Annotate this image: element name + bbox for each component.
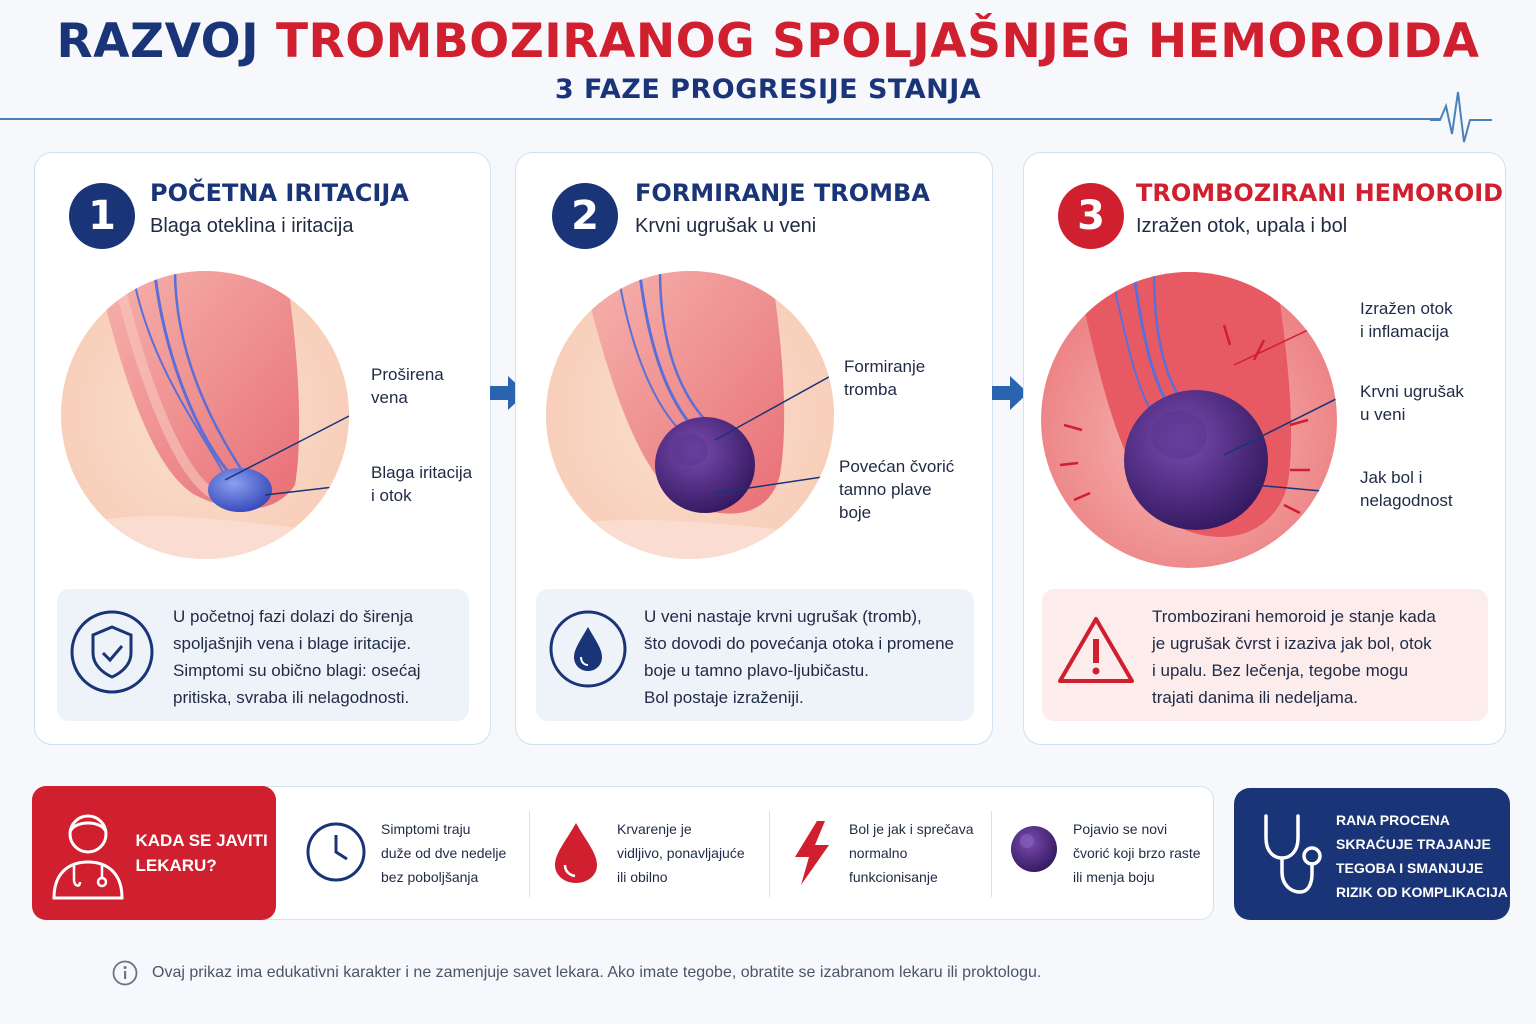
criteria-item-4 xyxy=(1009,787,1209,921)
when-to-see-doctor-panel xyxy=(32,786,1214,920)
doctor-icon xyxy=(50,808,126,900)
stage-subtitle-1: Blaga oteklina i iritacija xyxy=(150,215,354,237)
title-part-1: RAZVOJ xyxy=(56,14,260,69)
divider xyxy=(991,811,992,897)
stage-2-label-2: Povećan čvorić tamno plave boje xyxy=(839,457,955,522)
title-part-2: TROMBOZIRANOG SPOLJAŠNJEG HEMOROIDA xyxy=(275,14,1480,69)
stage-1-illustration xyxy=(55,265,355,565)
stage-3-illustration xyxy=(1034,265,1344,575)
early-assessment-text: RANA PROCENA SKRAĆUJE TRAJANJE TEGOBA I SMANJUJE RIZIK OD KOMPLIKACIJA xyxy=(1336,812,1508,900)
footer-note xyxy=(112,960,1041,986)
stage-title-3: TROMBOZIRANI HEMOROID xyxy=(1136,179,1504,207)
heartbeat-icon xyxy=(1430,88,1492,146)
stage-title-1: POČETNA IRITACIJA xyxy=(150,179,409,207)
stage-2-illustration xyxy=(540,265,840,565)
stage-3-label-2: Krvni ugrušak u veni xyxy=(1360,382,1464,424)
drop-icon xyxy=(548,609,628,689)
stage-3-label-3: Jak bol i nelagodnost xyxy=(1360,468,1453,510)
footer-text: Ovaj prikaz ima edukativni karakter i ne zamenjuje savet lekara. Ako imate tegobe, obratite se izabranom lekaru ili proktologu. xyxy=(152,964,1042,982)
criteria-text-1: Simptomi traju duže od dve nedelje bez poboljšanja xyxy=(381,821,507,885)
stage-1-description: U početnoj fazi dolazi do širenja spoljašnjih vena i blage iritacije. Simptomi su obično blagi: osećaj pritiska, svraba ili nelagodnosti. xyxy=(173,607,421,707)
stage-3-description-box xyxy=(1042,589,1488,721)
stage-card-1 xyxy=(34,152,491,745)
criteria-text-2: Krvarenje je vidljivo, ponavljajuće ili obilno xyxy=(617,821,745,885)
header-divider xyxy=(0,118,1440,120)
stage-1-label-2: Blaga iritacija i otok xyxy=(371,463,473,505)
stethoscope-icon xyxy=(1258,812,1324,896)
when-to-see-doctor-header xyxy=(32,786,276,920)
stage-3-description: Trombozirani hemoroid je stanje kada je ugrušak čvrst i izaziva jak bol, otok i upalu. Bez lečenja, tegobe mogu trajati danima ili nedeljama. xyxy=(1152,607,1436,707)
criteria-item-3 xyxy=(791,787,991,921)
clock-icon xyxy=(305,821,367,883)
stage-card-3 xyxy=(1023,152,1506,745)
page-subtitle: 3 FAZE PROGRESIJE STANJA xyxy=(554,74,982,105)
when-to-see-doctor-title: KADA SE JAVITI LEKARU? xyxy=(135,830,268,875)
stage-title-2: FORMIRANJE TROMBA xyxy=(635,179,930,207)
stage-number-1: 1 xyxy=(69,183,135,249)
page-title xyxy=(0,14,1536,70)
criteria-text-3: Bol je jak i sprečava normalno funkcionisanje xyxy=(849,821,974,885)
stage-3-label-1: Izražen otok i inflamacija xyxy=(1360,299,1453,341)
warning-icon xyxy=(1054,609,1138,693)
stage-1-description-box xyxy=(57,589,469,721)
criteria-item-2 xyxy=(553,787,763,921)
info-icon xyxy=(112,960,138,986)
stage-subtitle-2: Krvni ugrušak u veni xyxy=(635,215,817,237)
stage-number-2: 2 xyxy=(552,183,618,249)
blood-drop-icon xyxy=(553,821,599,885)
stage-number-3: 3 xyxy=(1058,183,1124,249)
lightning-icon xyxy=(791,821,831,885)
stage-card-2 xyxy=(515,152,993,745)
criteria-item-1 xyxy=(305,787,525,921)
divider xyxy=(529,811,530,897)
early-assessment-box xyxy=(1234,788,1510,920)
stage-1-label-1: Proširena vena xyxy=(371,365,444,407)
stage-2-description-box xyxy=(536,589,974,721)
stage-subtitle-3: Izražen otok, upala i bol xyxy=(1136,215,1348,237)
divider xyxy=(769,811,770,897)
criteria-text-4: Pojavio se novi čvorić koji brzo raste ili menja boju xyxy=(1073,821,1201,885)
shield-check-icon xyxy=(69,609,155,695)
purple-node-icon xyxy=(1009,821,1059,877)
stage-2-description: U veni nastaje krvni ugrušak (tromb), što dovodi do povećanja otoka i promene boje u tamno plavo-ljubičastu. Bol postaje izraženiji. xyxy=(644,607,954,707)
stage-2-label-1: Formiranje tromba xyxy=(844,357,926,399)
